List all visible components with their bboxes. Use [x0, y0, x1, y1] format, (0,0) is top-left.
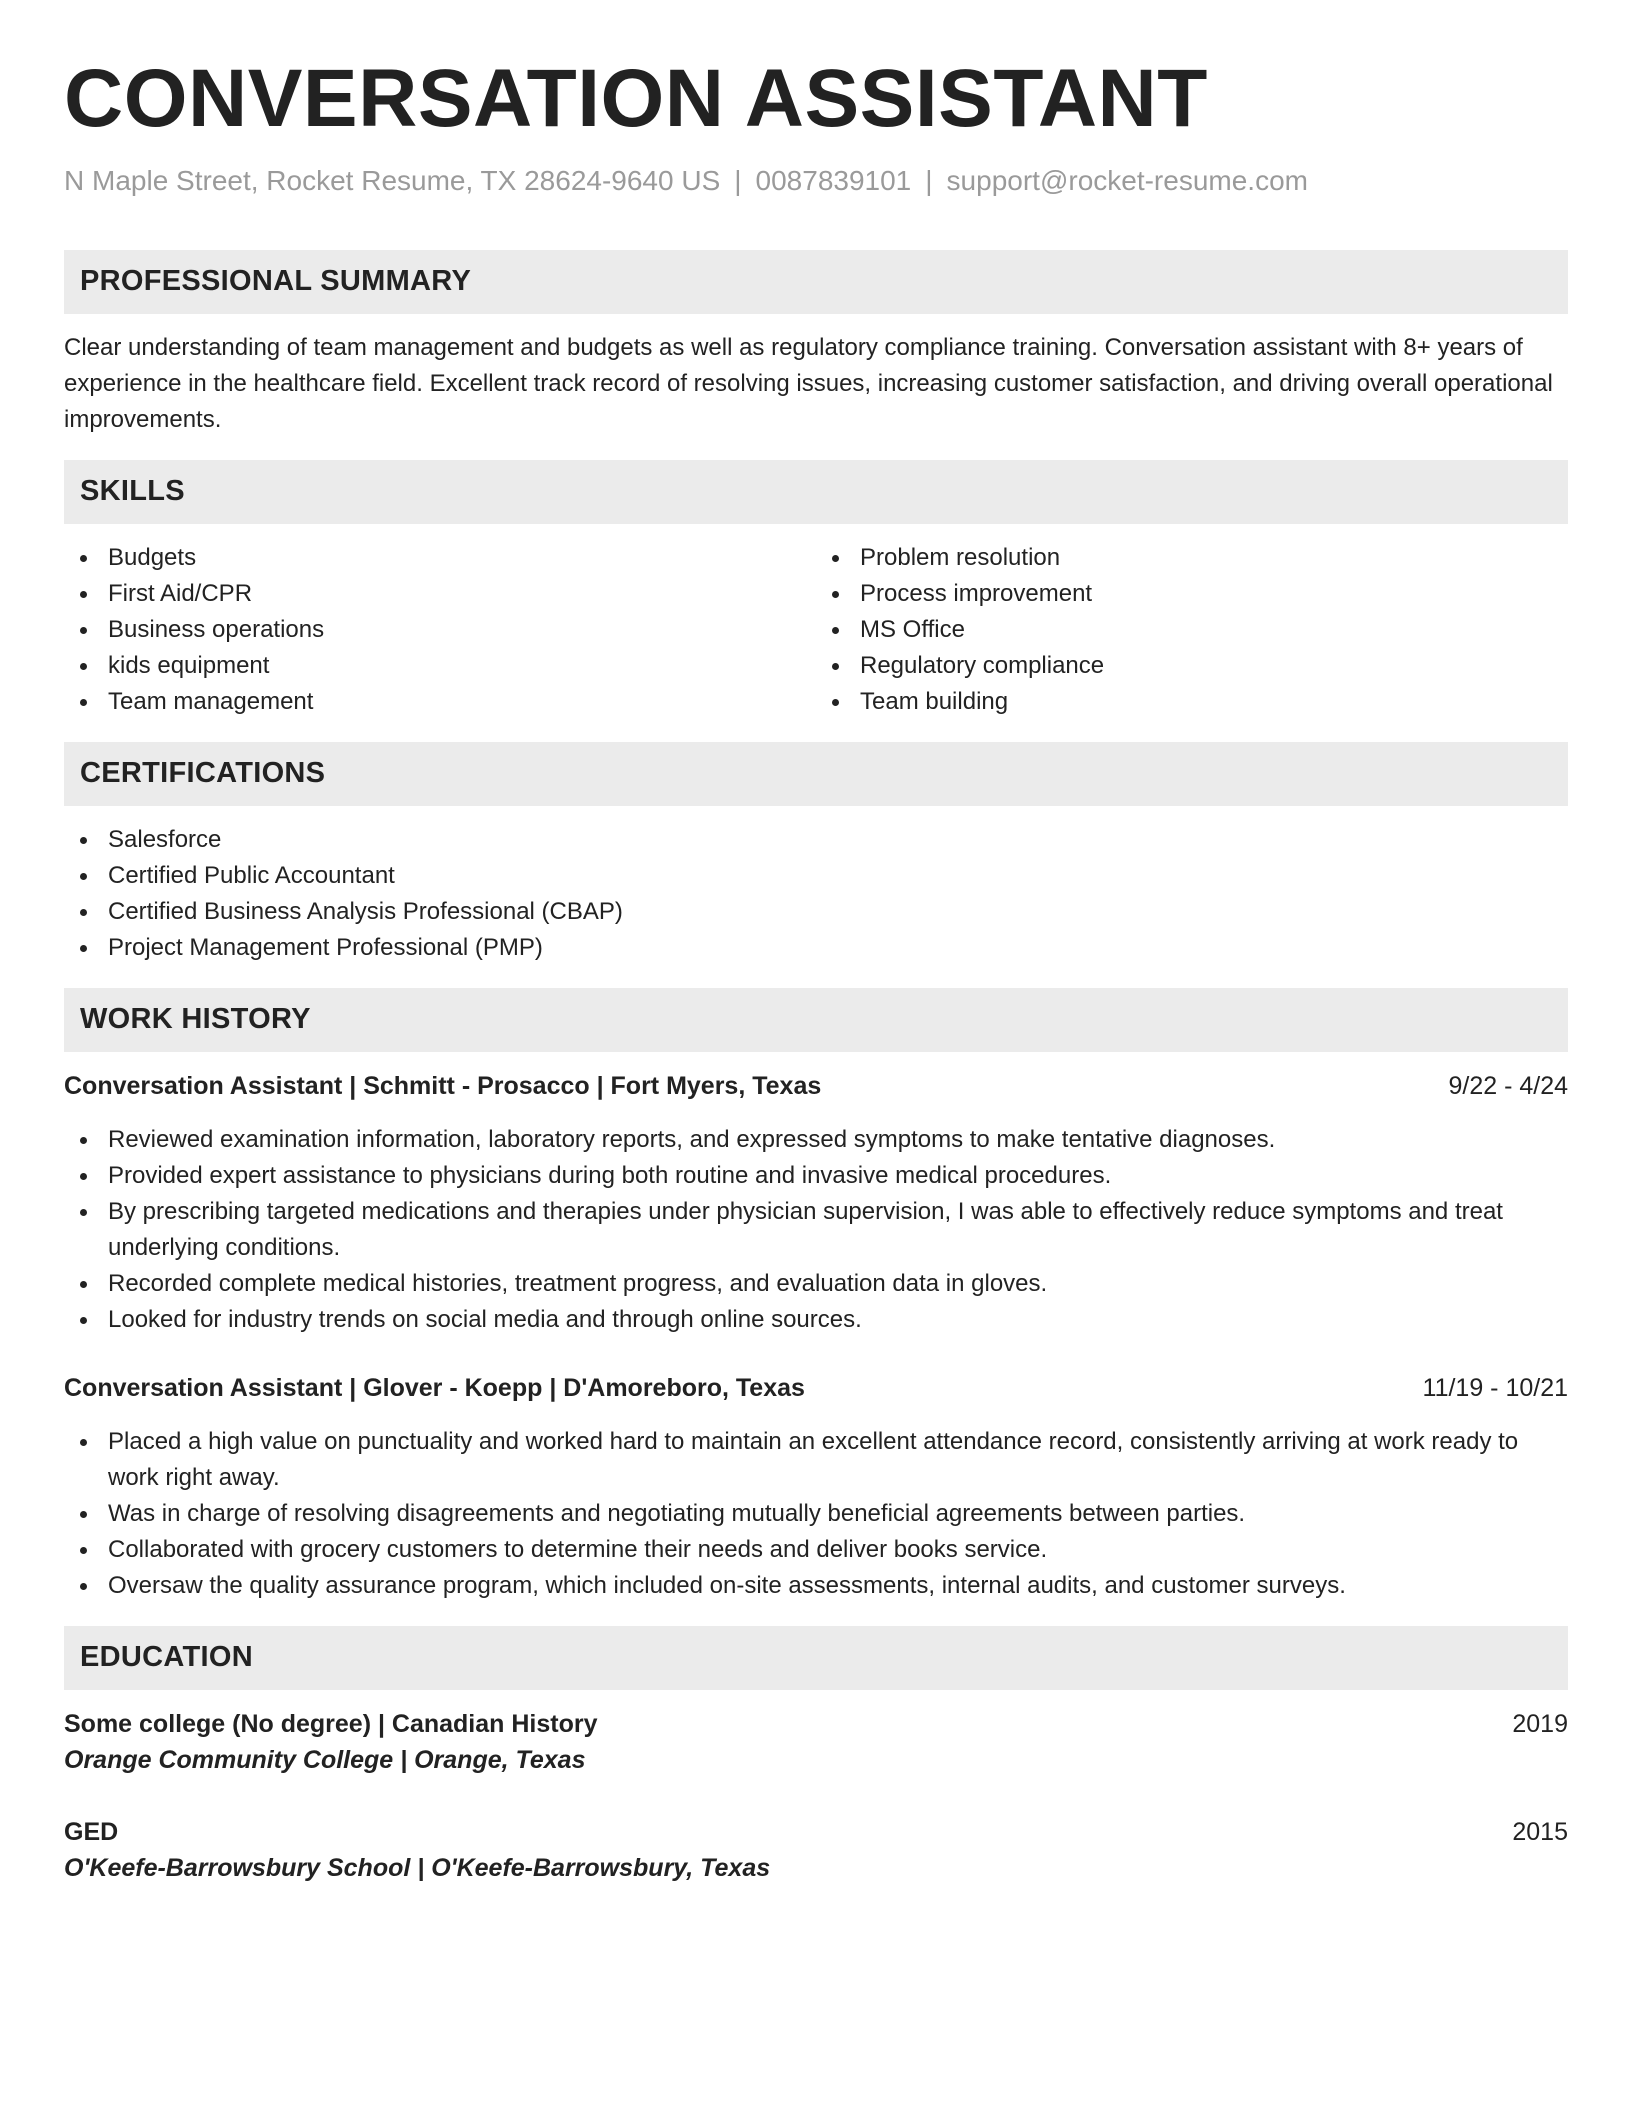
contact-address: N Maple Street, Rocket Resume, TX 28624-9640 US: [64, 165, 721, 197]
certifications-heading: CERTIFICATIONS: [64, 742, 1568, 806]
skills-list: [64, 540, 1568, 720]
job-entry: [64, 1068, 1568, 1338]
work-history-heading: WORK HISTORY: [64, 988, 1568, 1052]
contact-phone: 0087839101: [755, 165, 912, 197]
certification-item: Certified Business Analysis Professional (CBAP): [64, 894, 1568, 930]
candidate-name: CONVERSATION ASSISTANT: [64, 53, 1208, 144]
certification-item: Certified Public Accountant: [64, 858, 1568, 894]
job-dates: 9/22 - 4/24: [1448, 1071, 1568, 1100]
job-title: Conversation Assistant | Schmitt - Prosacco | Fort Myers, Texas: [64, 1071, 822, 1100]
job-bullet: Oversaw the quality assurance program, which included on-site assessments, internal audits, and customer surveys.: [64, 1568, 1568, 1604]
education-degree: GED: [64, 1817, 119, 1846]
job-bullet: Recorded complete medical histories, treatment progress, and evaluation data in gloves.: [64, 1266, 1568, 1302]
education-school: O'Keefe-Barrowsbury School | O'Keefe-Barrowsbury, Texas: [64, 1853, 771, 1882]
skill-item: MS Office: [816, 612, 1568, 648]
job-bullets: [64, 1122, 1568, 1338]
summary-text: Clear understanding of team management and budgets as well as regulatory compliance training. Conversation assistant with 8+ years of experience in the healthcare field. Excellent track record of resolving issues, increasing customer satisfaction, and driving overall operational improvements.: [64, 333, 1553, 433]
contact-line: [64, 164, 1568, 198]
education-heading: EDUCATION: [64, 1626, 1568, 1690]
job-header: [64, 1068, 1568, 1104]
job-bullets: [64, 1424, 1568, 1604]
job-bullet: Placed a high value on punctuality and worked hard to maintain an excellent attendance record, consistently arriving at work ready to work right away.: [64, 1424, 1568, 1496]
skills-column-right: [816, 540, 1568, 720]
certifications-list: [64, 822, 1568, 966]
skill-item: kids equipment: [64, 648, 816, 684]
job-bullet: Collaborated with grocery customers to determine their needs and deliver books service.: [64, 1532, 1568, 1568]
skills-column-left: [64, 540, 816, 720]
job-title: Conversation Assistant | Glover - Koepp | D'Amoreboro, Texas: [64, 1373, 805, 1402]
job-dates: 11/19 - 10/21: [1422, 1373, 1568, 1402]
skill-item: Team building: [816, 684, 1568, 720]
contact-email[interactable]: support@rocket-resume.com: [946, 165, 1308, 197]
skills-heading: SKILLS: [64, 460, 1568, 524]
skill-item: Problem resolution: [816, 540, 1568, 576]
skill-item: Budgets: [64, 540, 816, 576]
education-entry: [64, 1814, 1568, 1886]
job-bullet: Was in charge of resolving disagreements and negotiating mutually beneficial agreements between parties.: [64, 1496, 1568, 1532]
education-school: Orange Community College | Orange, Texas: [64, 1745, 586, 1774]
skill-item: Team management: [64, 684, 816, 720]
education-year: 2019: [1512, 1709, 1568, 1738]
job-entry: [64, 1370, 1568, 1604]
skill-item: Process improvement: [816, 576, 1568, 612]
education-entry: [64, 1706, 1568, 1778]
summary-heading: PROFESSIONAL SUMMARY: [64, 250, 1568, 314]
job-bullet: Looked for industry trends on social media and through online sources.: [64, 1302, 1568, 1338]
education-header: [64, 1814, 1568, 1850]
education-degree: Some college (No degree) | Canadian History: [64, 1709, 598, 1738]
education-header: [64, 1706, 1568, 1742]
job-bullet: Provided expert assistance to physicians during both routine and invasive medical procedures.: [64, 1158, 1568, 1194]
job-bullet: By prescribing targeted medications and therapies under physician supervision, I was able to effectively reduce symptoms and treat underlying conditions.: [64, 1194, 1568, 1266]
skill-item: First Aid/CPR: [64, 576, 816, 612]
skill-item: Regulatory compliance: [816, 648, 1568, 684]
contact-separator: |: [734, 165, 742, 197]
job-bullet: Reviewed examination information, laboratory reports, and expressed symptoms to make tentative diagnoses.: [64, 1122, 1568, 1158]
skill-item: Business operations: [64, 612, 816, 648]
education-year: 2015: [1512, 1817, 1568, 1846]
contact-separator: |: [925, 165, 933, 197]
certification-item: Salesforce: [64, 822, 1568, 858]
certification-item: Project Management Professional (PMP): [64, 930, 1568, 966]
job-header: [64, 1370, 1568, 1406]
